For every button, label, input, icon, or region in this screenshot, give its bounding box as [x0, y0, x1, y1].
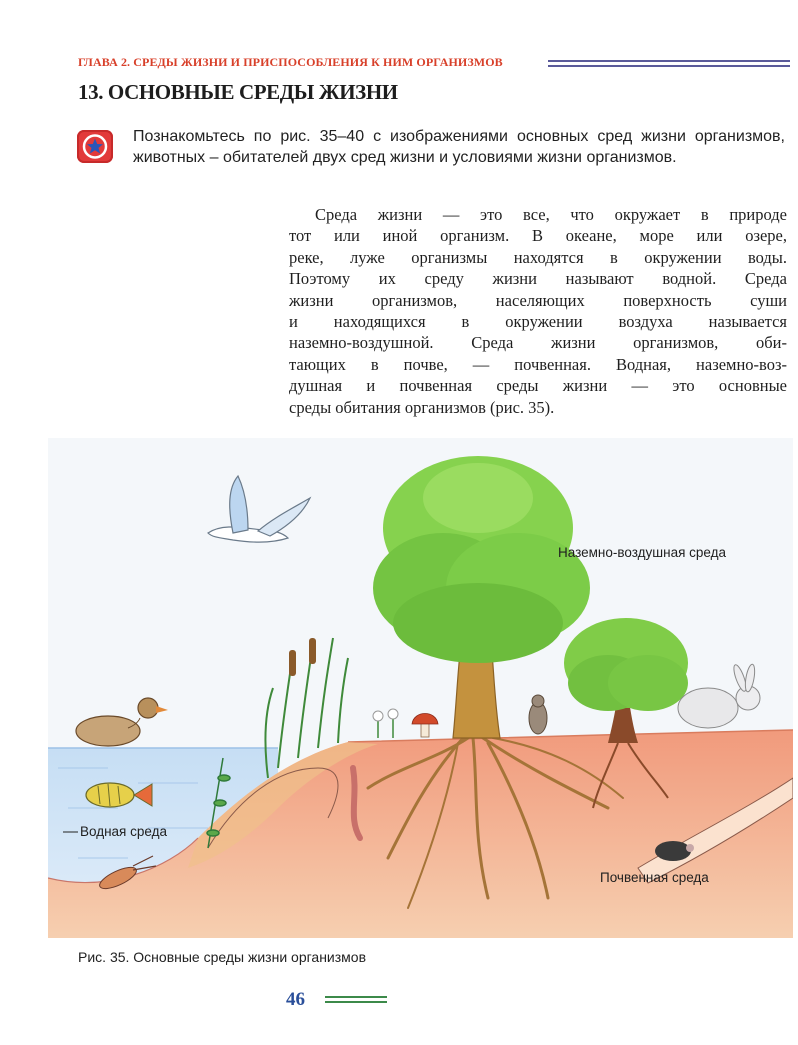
habitats-illustration [48, 438, 793, 938]
body-line: наземно-воздушной. Среда жизни организмов, оби- [289, 333, 787, 353]
figure-caption: Рис. 35. Основные среды жизни организмов [78, 949, 367, 965]
label-land-air: Наземно-воздушная среда [558, 545, 726, 560]
task-text: Познакомьтесь по рис. 35–40 с изображениями основных сред жизни организмов, животных – обитателей двух сред жизни и условиями жизни организмов. [133, 128, 785, 166]
body-line: душная и почвенная среды жизни — это основные [289, 376, 787, 396]
cattail [309, 638, 316, 664]
header-rule [548, 65, 790, 67]
body-line: тающих в почве, — почвенная. Водная, наземно-воз- [289, 354, 787, 374]
body-line: и находящихся в окружении воздуха называется [289, 312, 787, 332]
body-paragraph [289, 204, 787, 418]
gopher [529, 695, 547, 734]
cattail [289, 650, 296, 676]
page-rule [325, 1001, 387, 1003]
body-line: тот или иной организм. В океане, море или озере, [289, 226, 787, 246]
task-star-icon [77, 130, 113, 163]
body-line: реке, луже организмы находятся в окружении воды. [289, 247, 787, 267]
body-line: жизни организмов, населяющих поверхность суши [289, 290, 787, 310]
chapter-header: ГЛАВА 2. СРЕДЫ ЖИЗНИ И ПРИСПОСОБЛЕНИЯ К НИМ ОРГАНИЗМОВ [78, 55, 503, 69]
label-soil: Почвенная среда [600, 870, 709, 885]
label-water: Водная среда [80, 824, 167, 839]
section-title: 13. ОСНОВНЫЕ СРЕДЫ ЖИЗНИ [78, 80, 398, 104]
body-line: Среда жизни — это все, что окружает в природе [315, 205, 787, 224]
page-number: 46 [286, 989, 305, 1010]
header-rule [548, 60, 790, 62]
body-line: среды обитания организмов (рис. 35). [289, 397, 555, 417]
page-rule [325, 996, 387, 998]
body-line: Поэтому их среду жизни называют водной. Среда [289, 269, 787, 289]
